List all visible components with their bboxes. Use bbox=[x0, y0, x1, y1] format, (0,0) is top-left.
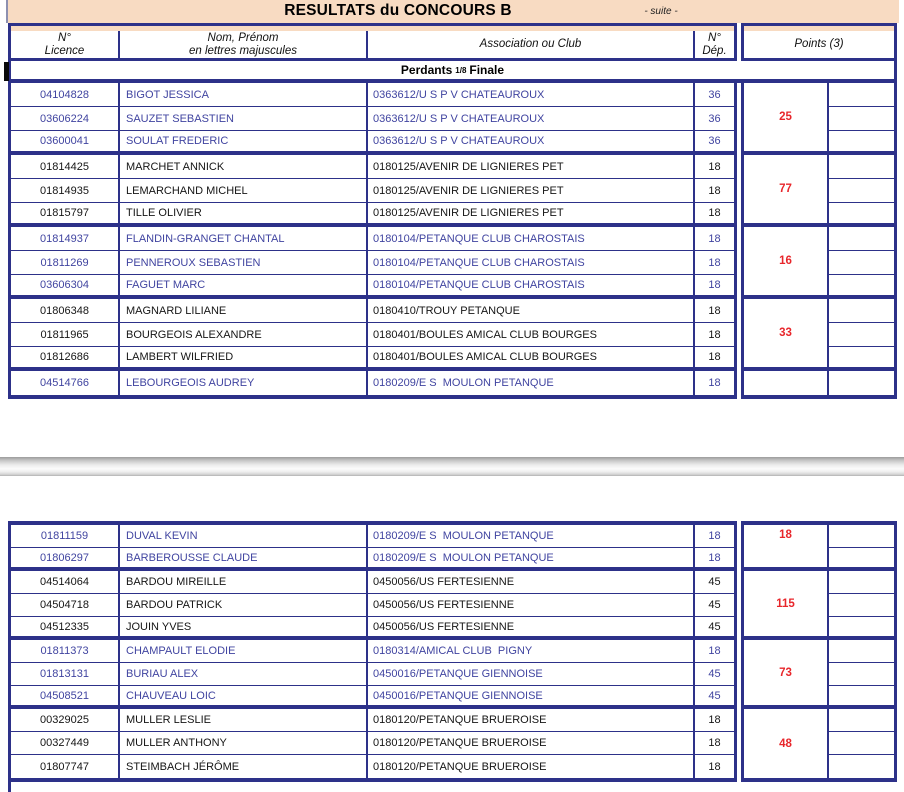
name-cell: FAGUET MARC bbox=[120, 275, 368, 295]
name-cell: LEMARCHAND MICHEL bbox=[120, 179, 368, 202]
licence-cell: 03600041 bbox=[11, 131, 120, 151]
dep-cell: 18 bbox=[708, 377, 721, 389]
table-row bbox=[11, 594, 734, 617]
licence-cell: 00329025 bbox=[11, 709, 120, 731]
club-cell: 0363612/U S P V CHATEAUROUX bbox=[368, 83, 695, 106]
table-row bbox=[11, 371, 734, 395]
table-row bbox=[11, 323, 734, 347]
name-cell: BIGOT JESSICA bbox=[120, 83, 368, 106]
club-cell: 0180209/E S MOULON PETANQUE bbox=[368, 371, 695, 395]
name-cell: MARCHET ANNICK bbox=[120, 155, 368, 178]
name-cell: MULLER ANTHONY bbox=[120, 732, 368, 754]
results-table bbox=[8, 521, 737, 782]
licence-cell: 04504718 bbox=[11, 594, 120, 616]
empty-score-cell bbox=[829, 371, 894, 395]
licence-cell: 01812686 bbox=[11, 347, 120, 367]
licence-cell: 04104828 bbox=[11, 83, 120, 106]
club-cell: 0180209/E S MOULON PETANQUE bbox=[368, 548, 695, 567]
col-header-name: Nom, Prénom en lettres majuscules bbox=[120, 31, 368, 58]
empty-score-cell bbox=[829, 347, 894, 371]
empty-score-cell bbox=[829, 525, 894, 548]
licence-cell: 03606304 bbox=[11, 275, 120, 295]
licence-cell: 01806297 bbox=[11, 548, 120, 567]
dep-cell: 36 bbox=[708, 135, 721, 147]
name-cell: SOULAT FREDERIC bbox=[120, 131, 368, 151]
club-cell: 0450016/PETANQUE GIENNOISE bbox=[368, 686, 695, 705]
club-cell: 0450056/US FERTESIENNE bbox=[368, 571, 695, 593]
empty-score-cell bbox=[829, 686, 894, 709]
name-cell: CHAMPAULT ELODIE bbox=[120, 640, 368, 662]
empty-score-cell bbox=[829, 131, 894, 155]
dep-cell: 36 bbox=[708, 88, 721, 101]
left-edge-mark bbox=[4, 62, 9, 81]
table-row bbox=[11, 617, 734, 640]
points-column bbox=[741, 521, 827, 782]
licence-cell: 01807747 bbox=[11, 755, 120, 778]
dep-cell: 18 bbox=[708, 304, 721, 317]
name-cell: DUVAL KEVIN bbox=[120, 525, 368, 547]
dep-cell: 45 bbox=[708, 668, 721, 680]
name-cell: JOUIN YVES bbox=[120, 617, 368, 636]
club-cell: 0180401/BOULES AMICAL CLUB BOURGES bbox=[368, 347, 695, 367]
licence-cell: 04512335 bbox=[11, 617, 120, 636]
table-row bbox=[11, 525, 734, 548]
points-value: 25 bbox=[744, 83, 827, 155]
table-row bbox=[11, 155, 734, 179]
empty-score-cell bbox=[829, 275, 894, 299]
suite-label: - suite - bbox=[644, 6, 678, 17]
table-continuation-edge bbox=[8, 782, 11, 792]
name-cell: MAGNARD LILIANE bbox=[120, 299, 368, 322]
club-cell: 0180125/AVENIR DE LIGNIERES PET bbox=[368, 179, 695, 202]
licence-cell: 00327449 bbox=[11, 732, 120, 754]
dep-cell: 18 bbox=[708, 714, 721, 726]
table-row bbox=[11, 251, 734, 275]
licence-cell: 01806348 bbox=[11, 299, 120, 322]
club-cell: 0450056/US FERTESIENNE bbox=[368, 594, 695, 616]
dep-cell: 18 bbox=[708, 256, 721, 269]
empty-score-cell bbox=[829, 227, 894, 251]
empty-score-cell bbox=[829, 107, 894, 131]
points-value: 16 bbox=[744, 227, 827, 299]
licence-cell: 01814425 bbox=[11, 155, 120, 178]
dep-cell: 45 bbox=[708, 620, 721, 633]
dep-cell: 45 bbox=[708, 576, 721, 588]
empty-score-cell bbox=[829, 709, 894, 732]
table-row bbox=[11, 107, 734, 131]
name-cell: TILLE OLIVIER bbox=[120, 203, 368, 223]
licence-cell: 01811269 bbox=[11, 251, 120, 274]
section-fraction: 1/8 bbox=[455, 65, 467, 75]
empty-score-cell bbox=[829, 179, 894, 203]
empty-score-cell bbox=[829, 640, 894, 663]
empty-score-cell bbox=[829, 299, 894, 323]
points-value: 115 bbox=[744, 571, 827, 640]
empty-score-cell bbox=[829, 323, 894, 347]
dep-cell: 18 bbox=[708, 551, 721, 564]
table-row bbox=[11, 548, 734, 571]
table-row bbox=[11, 227, 734, 251]
table-row bbox=[11, 83, 734, 107]
points-header bbox=[741, 23, 897, 61]
dep-cell: 18 bbox=[708, 207, 721, 219]
table-row bbox=[11, 347, 734, 371]
name-cell: BURIAU ALEX bbox=[120, 663, 368, 685]
name-cell: MULLER LESLIE bbox=[120, 709, 368, 731]
dep-cell: 18 bbox=[708, 760, 721, 773]
col-header-club: Association ou Club bbox=[368, 31, 695, 58]
dep-cell: 18 bbox=[708, 279, 721, 291]
dep-cell: 18 bbox=[708, 160, 721, 173]
club-cell: 0363612/U S P V CHATEAUROUX bbox=[368, 131, 695, 151]
club-cell: 0180120/PETANQUE BRUEROISE bbox=[368, 732, 695, 754]
col-header-points: Points (3) bbox=[794, 38, 844, 51]
empty-score-cell bbox=[829, 663, 894, 686]
empty-score-cell bbox=[829, 594, 894, 617]
name-cell: STEIMBACH JÉRÔME bbox=[120, 755, 368, 778]
table-row bbox=[11, 179, 734, 203]
empty-score-cell bbox=[829, 203, 894, 227]
club-cell: 0180104/PETANQUE CLUB CHAROSTAIS bbox=[368, 227, 695, 250]
empty-score-cell bbox=[829, 571, 894, 594]
points-value: 48 bbox=[744, 709, 827, 778]
club-cell: 0180104/PETANQUE CLUB CHAROSTAIS bbox=[368, 275, 695, 295]
points-value: 73 bbox=[744, 640, 827, 709]
club-cell: 0180401/BOULES AMICAL CLUB BOURGES bbox=[368, 323, 695, 346]
licence-cell: 01811373 bbox=[11, 640, 120, 662]
licence-cell: 01815797 bbox=[11, 203, 120, 223]
dep-cell: 18 bbox=[708, 351, 721, 363]
name-cell: LAMBERT WILFRIED bbox=[120, 347, 368, 367]
table-row bbox=[11, 571, 734, 594]
results-table bbox=[8, 83, 737, 399]
table-row bbox=[11, 709, 734, 732]
table-row bbox=[11, 131, 734, 155]
table-header bbox=[8, 23, 737, 61]
empty-score-cell bbox=[829, 732, 894, 755]
table-row bbox=[11, 203, 734, 227]
empty-score-cell bbox=[829, 251, 894, 275]
col-header-licence: N° Licence bbox=[11, 31, 120, 58]
table-row bbox=[11, 299, 734, 323]
name-cell: PENNEROUX SEBASTIEN bbox=[120, 251, 368, 274]
col-header-dep: N° Dép. bbox=[702, 32, 727, 57]
dep-cell: 36 bbox=[708, 112, 721, 125]
table-row bbox=[11, 640, 734, 663]
club-cell: 0180120/PETANQUE BRUEROISE bbox=[368, 755, 695, 778]
empty-score-cell bbox=[829, 155, 894, 179]
page-title: RESULTATS du CONCOURS B bbox=[284, 2, 512, 19]
section-divider-bar bbox=[0, 457, 904, 476]
licence-cell: 04514064 bbox=[11, 571, 120, 593]
name-cell: CHAUVEAU LOIC bbox=[120, 686, 368, 705]
points-value: 77 bbox=[744, 155, 827, 227]
points-value: 18 bbox=[744, 525, 827, 571]
licence-cell: 01811965 bbox=[11, 323, 120, 346]
club-cell: 0180104/PETANQUE CLUB CHAROSTAIS bbox=[368, 251, 695, 274]
name-cell: SAUZET SEBASTIEN bbox=[120, 107, 368, 130]
dep-cell: 18 bbox=[708, 184, 721, 197]
table-row bbox=[11, 275, 734, 299]
club-cell: 0180314/AMICAL CLUB PIGNY bbox=[368, 640, 695, 662]
dep-cell: 18 bbox=[708, 530, 721, 542]
empty-score-cell bbox=[829, 755, 894, 778]
licence-cell: 03606224 bbox=[11, 107, 120, 130]
table-row bbox=[11, 686, 734, 709]
name-cell: BARDOU MIREILLE bbox=[120, 571, 368, 593]
name-cell: FLANDIN-GRANGET CHANTAL bbox=[120, 227, 368, 250]
empty-score-cell bbox=[829, 617, 894, 640]
points-value bbox=[744, 371, 827, 395]
dep-cell: 18 bbox=[708, 328, 721, 341]
name-cell: BARDOU PATRICK bbox=[120, 594, 368, 616]
club-cell: 0180410/TROUY PETANQUE bbox=[368, 299, 695, 322]
dep-cell: 18 bbox=[708, 645, 721, 657]
section-header: Perdants 1/8 Finale bbox=[8, 61, 897, 83]
licence-cell: 01811159 bbox=[11, 525, 120, 547]
dep-cell: 45 bbox=[708, 599, 721, 611]
club-cell: 0180120/PETANQUE BRUEROISE bbox=[368, 709, 695, 731]
licence-cell: 04508521 bbox=[11, 686, 120, 705]
club-cell: 0450016/PETANQUE GIENNOISE bbox=[368, 663, 695, 685]
dep-cell: 18 bbox=[708, 232, 721, 245]
dep-cell: 45 bbox=[708, 689, 721, 702]
table-row bbox=[11, 732, 734, 755]
club-cell: 0363612/U S P V CHATEAUROUX bbox=[368, 107, 695, 130]
dep-cell: 18 bbox=[708, 737, 721, 749]
empty-score-cell bbox=[829, 83, 894, 107]
name-cell: BARBEROUSSE CLAUDE bbox=[120, 548, 368, 567]
licence-cell: 01814935 bbox=[11, 179, 120, 202]
licence-cell: 01814937 bbox=[11, 227, 120, 250]
table-row bbox=[11, 755, 734, 778]
club-cell: 0180125/AVENIR DE LIGNIERES PET bbox=[368, 203, 695, 223]
score-entry-column bbox=[827, 83, 897, 399]
table-row bbox=[11, 663, 734, 686]
title-bar bbox=[6, 0, 899, 23]
licence-cell: 01813131 bbox=[11, 663, 120, 685]
licence-cell: 04514766 bbox=[11, 371, 120, 395]
name-cell: BOURGEOIS ALEXANDRE bbox=[120, 323, 368, 346]
name-cell: LEBOURGEOIS AUDREY bbox=[120, 371, 368, 395]
empty-score-cell bbox=[829, 548, 894, 571]
points-column bbox=[741, 83, 827, 399]
club-cell: 0180125/AVENIR DE LIGNIERES PET bbox=[368, 155, 695, 178]
club-cell: 0450056/US FERTESIENNE bbox=[368, 617, 695, 636]
points-value: 33 bbox=[744, 299, 827, 371]
score-entry-column bbox=[827, 521, 897, 782]
club-cell: 0180209/E S MOULON PETANQUE bbox=[368, 525, 695, 547]
